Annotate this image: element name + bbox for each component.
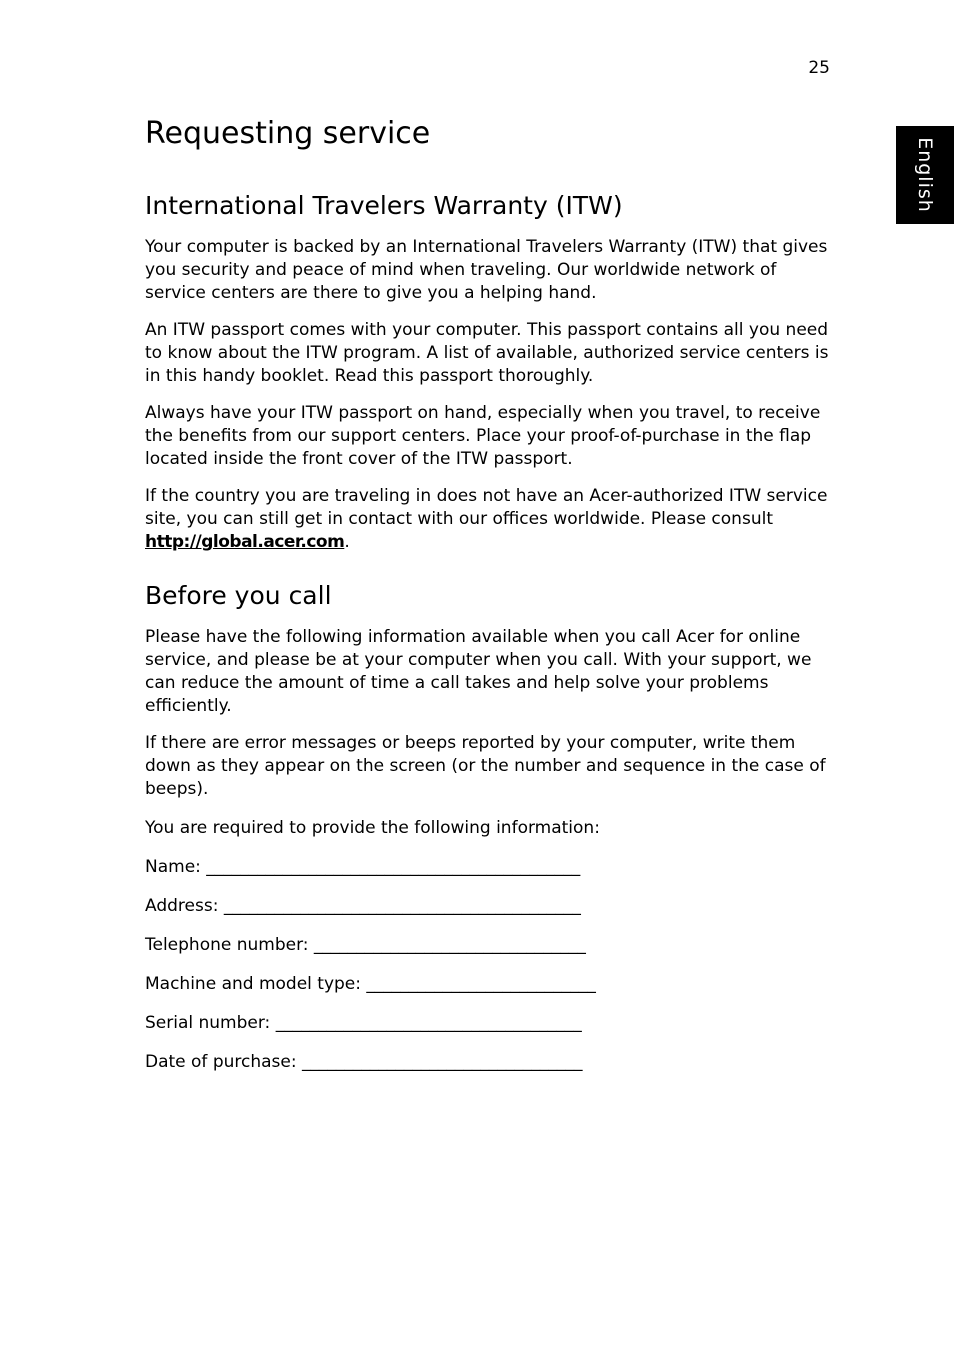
field-serial-number: Serial number: ____________________________________: [145, 1013, 582, 1033]
language-tab: [896, 126, 954, 224]
call-paragraph: Please have the following information available when you call Acer for online service, and please be at your computer when you call. With your support, we can reduce the amount of time a call takes and help solve your problems efficiently.: [145, 627, 812, 716]
itw-paragraph: Your computer is backed by an International Travelers Warranty (ITW) that gives you security and peace of mind when traveling. Our worldwide network of service centers are there to give you a helping hand.: [145, 237, 828, 303]
page-number: 25: [808, 58, 830, 78]
itw-paragraph: Always have your ITW passport on hand, especially when you travel, to receive the benefits from our support centers. Place your proof-of-purchase in the flap located inside the front cover of the ITW passport.: [145, 403, 821, 469]
link-suffix: .: [344, 532, 350, 552]
field-date-of-purchase: Date of purchase: _________________________________: [145, 1052, 583, 1072]
call-paragraph: You are required to provide the following information:: [145, 818, 600, 838]
field-machine-model: Machine and model type: ___________________________: [145, 974, 596, 994]
language-tab-label: English: [914, 137, 936, 213]
consult-text: If the country you are traveling in does not have an Acer-authorized ITW service site, you can still get in contact with our offices worldwide. Please consult: [145, 486, 828, 529]
field-name: Name: ____________________________________________: [145, 857, 581, 877]
page-content: [145, 112, 831, 1090]
page-title: Requesting service: [145, 116, 431, 151]
itw-consult-paragraph: [145, 485, 831, 554]
field-telephone: Telephone number: ________________________________: [145, 935, 586, 955]
itw-heading: International Travelers Warranty (ITW): [145, 191, 623, 220]
acer-global-link[interactable]: http://global.acer.com: [145, 532, 345, 552]
before-you-call-heading: Before you call: [145, 581, 332, 610]
itw-paragraph: An ITW passport comes with your computer. This passport contains all you need to know about the ITW program. A list of available, authorized service centers is in this handy booklet. Read this passport thoroughly.: [145, 320, 829, 386]
call-paragraph: If there are error messages or beeps reported by your computer, write them down as they appear on the screen (or the number and sequence in the case of beeps).: [145, 733, 826, 799]
info-fields: [145, 856, 831, 1074]
field-address: Address: __________________________________________: [145, 896, 581, 916]
